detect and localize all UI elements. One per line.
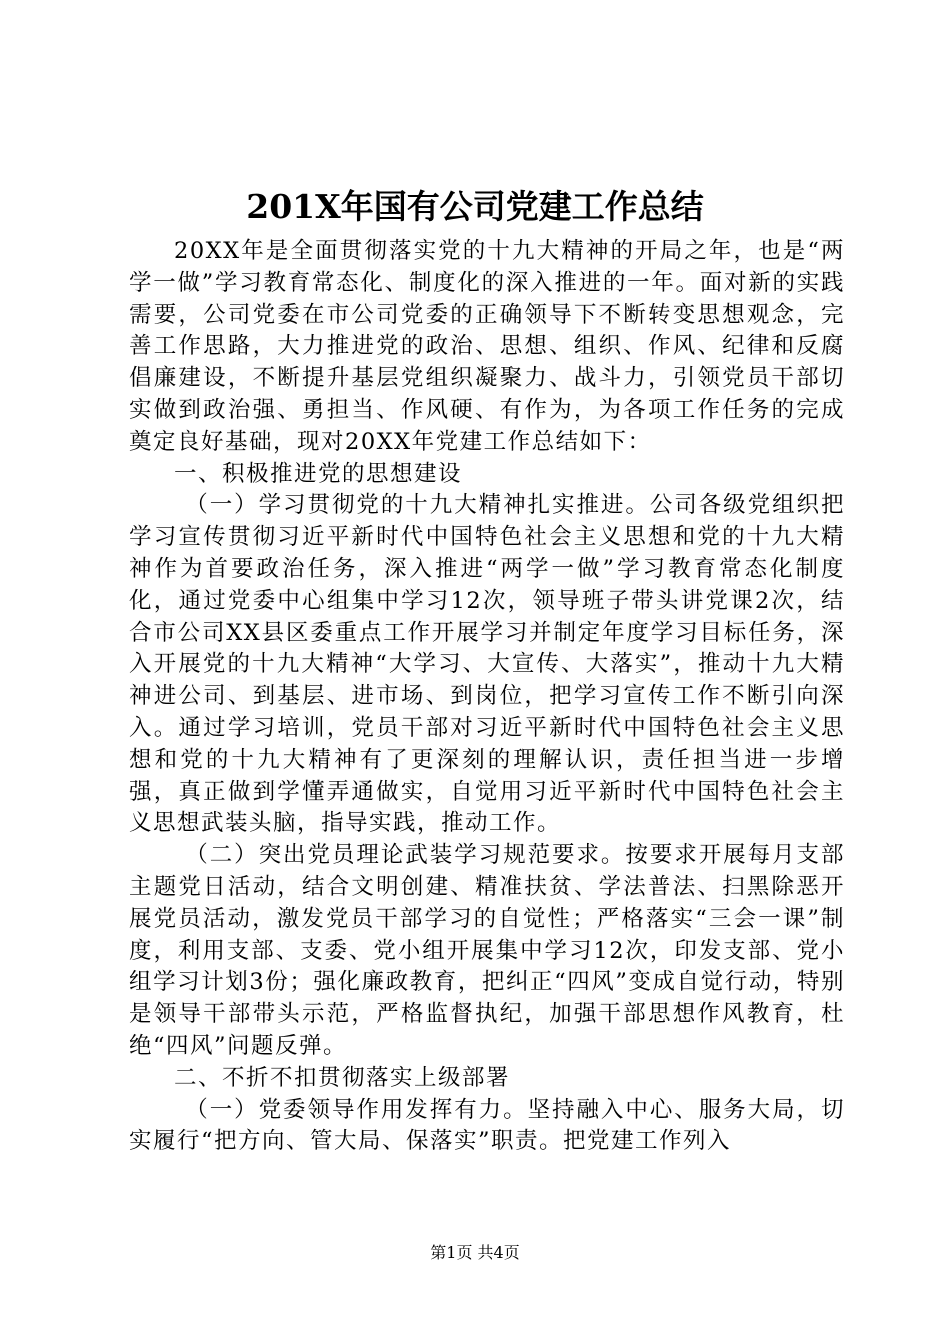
subsection-paragraph-2-1: （一）党委领导作用发挥有力。坚持融入中心、服务大局，切实履行“把方向、管大局、保落实”职责。把党建工作列入 xyxy=(129,1096,845,1155)
subsection-paragraph-1-2: （二）突出党员理论武装学习规范要求。按要求开展每月支部主题党日活动，结合文明创建、精准扶贫、学法普法、扫黑除恶开展党员活动，激发党员干部学习的自觉性；严格落实“三会一课”制度，利用支部、支委、党小组开展集中学习12次，印发支部、党小组学习计划3份；强化廉政教育，把纠正“四风”变成自觉行动，特别是领导干部带头示范，严格监督执纪，加强干部思想作风教育，杜绝“四风”问题反弹。 xyxy=(129,842,845,1059)
section-heading-2: 二、不折不扣贯彻落实上级部署 xyxy=(174,1064,511,1091)
page-footer: 第1页 共4页 xyxy=(430,1243,520,1262)
document-body xyxy=(129,236,845,1158)
intro-paragraph: 20XX年是全面贯彻落实党的十九大精神的开局之年，也是“两学一做”学习教育常态化、制度化的深入推进的一年。面对新的实践需要，公司党委在市公司党委的正确领导下不断转变思想观念，完善工作思路，大力推进党的政治、思想、组织、作风、纪律和反腐倡廉建设，不断提升基层党组织凝聚力、战斗力，引领党员干部切实做到政治强、勇担当、作风硬、有作为，为各项工作任务的完成奠定良好基础，现对20XX年党建工作总结如下： xyxy=(129,238,845,455)
subsection-paragraph-1-1: （一）学习贯彻党的十九大精神扎实推进。公司各级党组织把学习宣传贯彻习近平新时代中国特色社会主义思想和党的十九大精神作为首要政治任务，深入推进“两学一做”学习教育常态化制度化，通过党委中心组集中学习12次，领导班子带头讲党课2次，结合市公司XX县区委重点工作开展学习并制定年度学习目标任务，深入开展党的十九大精神“大学习、大宣传、大落实”，推动十九大精神进公司、到基层、进市场、到岗位，把学习宣传工作不断引向深入。通过学习培训，党员干部对习近平新时代中国特色社会主义思想和党的十九大精神有了更深刻的理解认识，责任担当进一步增强，真正做到学懂弄通做实，自觉用习近平新时代中国特色社会主义思想武装头脑，指导实践，推动工作。 xyxy=(129,492,845,837)
section-heading-1: 一、积极推进党的思想建设 xyxy=(174,460,463,487)
document-title: 201X年国有公司党建工作总结 xyxy=(246,187,704,226)
